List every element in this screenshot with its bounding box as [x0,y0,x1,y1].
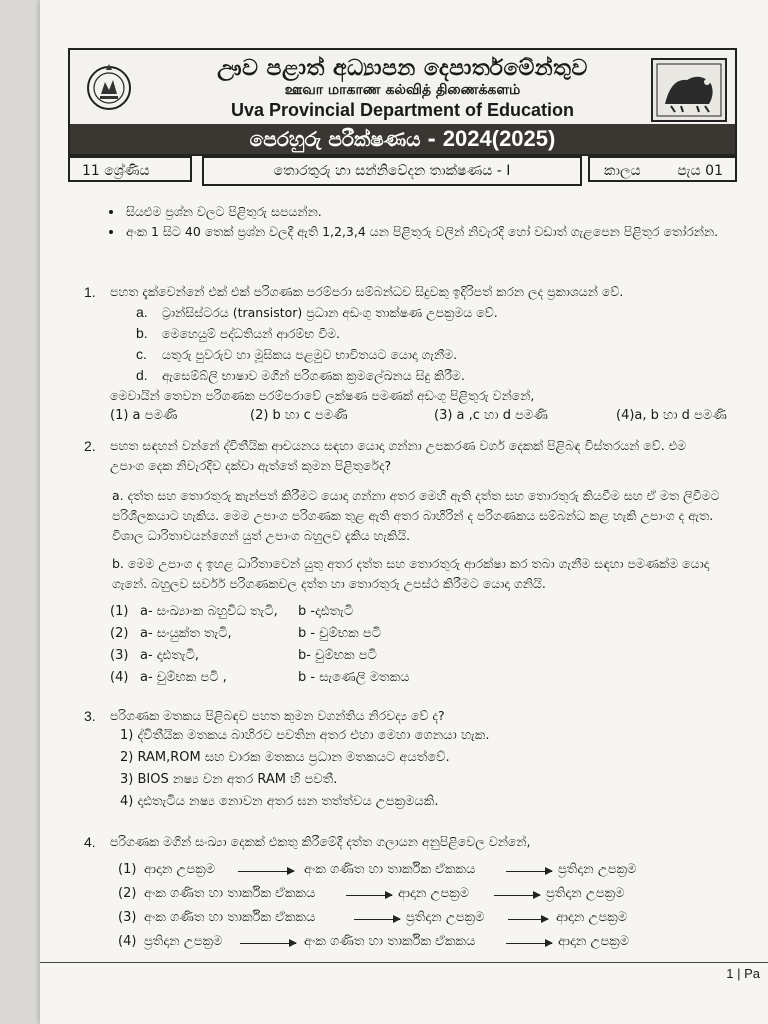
time-box [588,156,737,182]
exam-year: 2024(2025) [442,126,556,151]
dept-title-sinhala: ඌව පළාත් අධ්‍යාපන දෙපාර්තමේන්තුව [217,56,588,81]
option-row-4[interactable]: (4) ප්‍රතිදාන උපක්‍රම අංක ගණිත හා තාර්කික ඒකකය ආදාන උපක්‍රම [118,934,630,949]
arrow-icon [240,943,296,944]
instruction-item: • සියළුම ප්‍රශ්න වලට පිළිතුරු සපයන්න. [124,202,746,222]
question-2 [84,436,720,690]
arrow-icon [346,895,392,896]
arrow-icon [506,871,552,872]
question-number: 4. [84,834,96,850]
question-1 [84,282,727,428]
option-row-2[interactable]: (2) අංක ගණිත හා තාර්කික ඒකකය ආදාන උපක්‍රම ප්‍රතිදාන උපක්‍රම [118,886,625,901]
option-3[interactable]: 3) BIOS නෂ්‍ය වන අතර RAM හි පවතී. [120,772,338,787]
option-4[interactable]: (4)a, b හා d පමණි [616,408,727,423]
footer-divider [40,962,768,963]
arrow-icon [506,943,552,944]
answer-options [110,406,727,428]
page-number: 1 | Pa [726,966,760,981]
option-2[interactable]: 2) RAM,ROM සහ වාරක මතකය ප්‍රධාන මතකයට අයත්වේ. [120,750,450,765]
question-4 [84,832,720,956]
question-stem: පහත දැක්වෙන්නේ එක් එක් පරිගණක පරම්පරා සම්බන්ධව සිදුවකු ඉදිරිපත් කරන ලද ප්‍රකාශයන් වේ. [110,284,624,299]
option-row-1[interactable]: (1) a- සංඛ්‍යාංක බහුවිධ තැටි, b -දෘඪතැටි [110,604,354,619]
option-row-2[interactable]: (2) a- සංයුක්ත තැටි, b - චුම්භක පටි [110,626,381,641]
description-b: b. මෙම උපාංග ද ඉහළ ධාරිතාවෙන් යුතු අතර දත්ත සහ තොරතුරු ආරක්ෂා කර තබා ගැනීම සඳහා පමණක්ම යොදා ගැනේ. බහුලව සර්වර් පරිගණකවල දත්ත හා තොරතුරු උපස්ථ කිරීමට යොදා ගනියි. [112,556,710,591]
time-label: කාලය [604,163,641,179]
question-stem: පහත සඳහන් වන්නේ ද්විතීයික ආචයනය සඳහා යොදා ගන්නා උපකරණ වර්ග දෙකක් පිළිබඳ විස්තරයන් වේ. එම උපාංග දෙක නිවැරදිව දක්වා ඇත්තේ කුමන පිළිතුරේද? [110,438,687,473]
arrow-icon [494,895,540,896]
statement-a: a. ට්‍රාන්සිස්ටරය (transistor) ප්‍රධාන අඩංගු තාක්ෂණ උපක්‍රමය වේ. [136,304,498,320]
subject-box: තොරතුරු හා සන්නිවේදන තාක්ෂණය - I [202,156,582,186]
exam-page [40,0,768,1024]
dept-title-tamil: ஊவா மாகாண கல்வித் திணைக்களம் [284,82,521,98]
exam-name: පෙරහුරු පරීක්ෂණය - [249,127,443,151]
exam-title-band [70,124,735,154]
lion-emblem-icon [651,58,727,122]
option-row-4[interactable]: (4) a- චුම්භක පටි , b - සැණෙලි මතකය [110,670,410,685]
info-row [68,156,737,186]
option-row-1[interactable]: (1) ආදාන උපක්‍රම අංක ගණිත හා තාර්කික ඒකකය ප්‍රතිදාන උපක්‍රම [118,862,637,877]
question-3 [84,706,720,814]
option-row-3[interactable]: (3) අංක ගණිත හා තාර්කික ඒකකය ප්‍රතිදාන උපක්‍රම ආදාන උපක්‍රම [118,910,628,925]
duration-value: පැය 01 [677,163,723,179]
question-stem: පරිගණක මගින් සංඛ්‍යා දෙකක් එකතු කිරීමේදී දත්ත ගලායන අනුපිළිවෙල වන්නේ, [110,834,531,849]
statement-b: b. මෙහෙයුම් පද්ධතියන් ආරම්භ වීම. [136,325,341,341]
question-number: 2. [84,438,96,454]
question-prompt: මෙවායින් තෙවන පරිගණක පරම්පරාවේ ලක්ෂණ පමණක් අඩංගු පිළිතුරු වන්නේ, [110,388,535,403]
grade-box: 11 ශ්‍රේණිය [68,156,192,182]
instructions [106,202,746,242]
question-number: 3. [84,708,96,724]
option-3[interactable]: (3) a ,c හා d පමණි [434,408,548,423]
option-2[interactable]: (2) b හා c පමණි [250,408,348,423]
question-stem: පරිගණක මතකය පිළිබඳව පහත කුමන වගන්තිය නිරවද්‍ය වේ ද? [110,708,445,723]
arrow-icon [508,919,548,920]
option-1[interactable]: (1) a පමණි [110,408,178,423]
option-4[interactable]: 4) දෘඪතැටිය නෂ්‍ය නොවන අතර ඝන තත්ත්වය උපක්‍රමයකි. [120,794,439,809]
question-number: 1. [84,284,96,300]
instruction-item: • අංක 1 සිට 40 තෙක් ප්‍රශ්න වලදී ඇති 1,2,3,4 යන පිළිතුරු වලින් නිවැරදි හෝ වඩාත් ගැළපෙන පිළිතුර තෝරන්න. [124,222,746,242]
arrow-icon [354,919,400,920]
dept-title-english: Uva Provincial Department of Education [230,100,575,120]
option-1[interactable]: 1) ද්විතීයික මතකය බාහිරව පවතින අතර එහා මෙහා ගෙනයා හැක. [120,728,490,743]
description-a: a. දත්ත සහ තොරතුරු කැන්පත් කිරීමට යොදා ගන්නා අතර මෙහි ඇති දත්ත සහ තොරතුරු කියවීම සහ ඒ මත ලිවීමට පරිශීලකයාට හැකිය. මෙම උපාංග පරිගණක තුළ ඇති අතර බාහිරින් ද පරිගණකය සම්බන්ධ කළ හැකි උපාංග ද ඇත. විශාල ධාරිතාවයන්ගෙන් යුත් උපාංග බහුලව දැකිය හැකියි. [112,488,720,543]
statement-c: c. යතුරු පුවරුව හා මූසිකය පළමුව භාවිතයට යොදා ගැනීම. [136,346,458,362]
statement-d: d. ඇසෙම්බ්ලි භාෂාව මගින් පරිගණක ක්‍රමලේඛනය සිදු කිරීම. [136,367,465,383]
arrow-icon [238,871,294,872]
header-box [68,48,737,156]
option-row-3[interactable]: (3) a- දෘඪතැටි, b- චුම්භක පටි [110,648,377,663]
